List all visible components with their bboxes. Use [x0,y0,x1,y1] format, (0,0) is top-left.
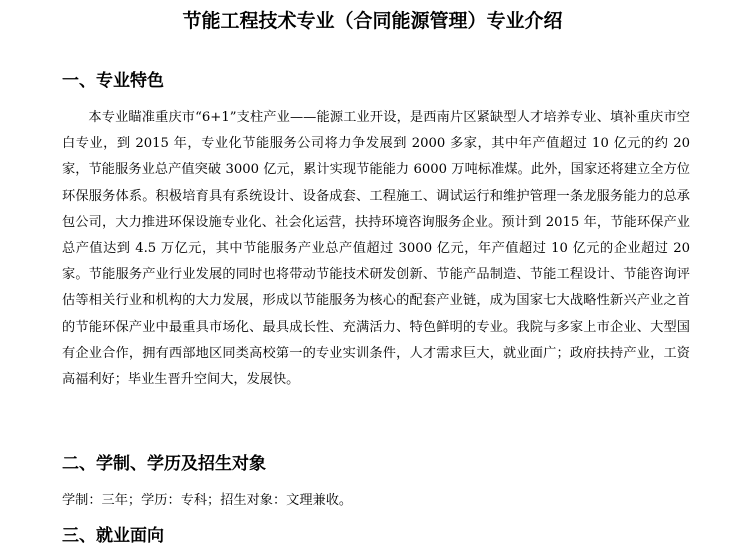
section-heading-employment: 三、就业面向 [62,526,164,546]
document-title: 节能工程技术专业（合同能源管理）专业介绍 [182,10,563,32]
section-heading-duration: 二、学制、学历及招生对象 [62,454,266,474]
section-body-duration: 学制：三年；学历：专科；招生对象：文理兼收。 [62,493,353,508]
section-heading-features: 一、专业特色 [62,71,164,91]
section-body-features: 本专业瞄准重庆市“6+1”支柱产业——能源工业开设，是西南片区紧缺型人才培养专业、填补重庆市空白专业，到 2015 年，专业化节能服务公司将力争发展到 2000 多家，其中年产值超过 10 亿元的约 20 家，节能服务业总产值突破 3000 亿元，累计实现节能能力 6000 万吨标准煤。此外，国家还将建立全方位环保服务体系。积极培育具有系统设计、设备成套、工程施工、调试运行和维护管理一条龙服务能力的总承包公司，大力推进环保设施专业化、社会化运营，扶持环境咨询服务企业。预计到 2015 年，节能环保产业总产值达到 4.5 万亿元，其中节能服务产业总产值超过 3000 亿元，年产值超过 10 亿元的企业超过 20 家。节能服务产业行业发展的同时也将带动节能技术研发创新、节能产品制造、节能工程设计、节能咨询评估等相关行业和机构的大力发展，形成以节能服务为核心的配套产业链，成为国家七大战略性新兴产业之首的节能环保产业中最重具市场化、最具成长性、充满活力、特色鲜明的专业。我院与多家上市企业、大型国有企业合作，拥有西部地区同类高校第一的专业实训条件，人才需求巨大，就业面广；政府扶持产业，工资高福利好；毕业生晋升空间大，发展快。 [62,110,690,388]
